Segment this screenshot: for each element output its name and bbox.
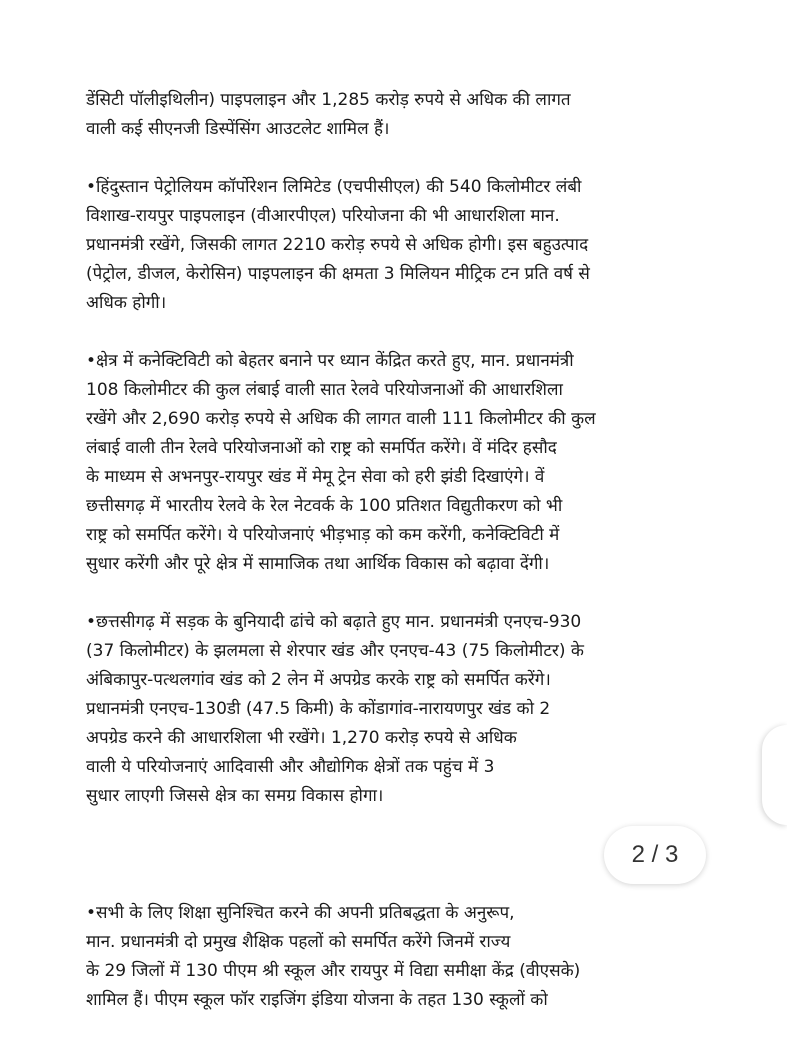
text-line: •छत्तसीगढ़ में सड़क के बुनियादी ढांचे को बढ़ाते हुए मान. प्रधानमंत्री एनएच-930 bbox=[86, 612, 582, 632]
text-line: •सभी के लिए शिक्षा सुनिश्चित करने की अपनी प्रतिबद्धता के अनुरूप, bbox=[86, 903, 515, 923]
text-line: प्रधानमंत्री एनएच-130डी (47.5 किमी) के कोंडागांव-नारायणपुर खंड को 2 bbox=[86, 699, 551, 719]
text-line: के माध्यम से अभनपुर-रायपुर खंड में मेमू ट्रेन सेवा को हरी झंडी दिखाएंगे। वें bbox=[86, 467, 545, 487]
paragraph bbox=[86, 899, 706, 1015]
page-indicator bbox=[604, 826, 706, 884]
text-line: (37 किलोमीटर) के झलमला से शेरपार खंड और एनएच-43 (75 किलोमीटर) के bbox=[86, 641, 584, 661]
text-line: •हिंदुस्तान पेट्रोलियम कॉर्पोरेशन लिमिटेड (एचपीसीएल) की 540 किलोमीटर लंबी bbox=[86, 177, 582, 197]
paragraph bbox=[86, 86, 706, 144]
text-line: छत्तीसगढ़ में भारतीय रेलवे के रेल नेटवर्क के 100 प्रतिशत विद्युतीकरण को भी bbox=[86, 496, 563, 516]
paragraph bbox=[86, 347, 706, 579]
text-line: डेंसिटी पॉलीइथिलीन) पाइपलाइन और 1,285 करोड़ रुपये से अधिक की लागत bbox=[86, 90, 571, 110]
text-line: वाली कई सीएनजी डिस्पेंसिंग आउटलेट शामिल हैं। bbox=[86, 119, 390, 139]
text-line: अधिक होगी। bbox=[86, 293, 167, 313]
text-line: •क्षेत्र में कनेक्टिविटी को बेहतर बनाने पर ध्यान केंद्रित करते हुए, मान. प्रधानमंत्री bbox=[86, 351, 574, 371]
text-line: (पेट्रोल, डीजल, केरोसिन) पाइपलाइन की क्षमता 3 मिलियन मीट्रिक टन प्रति वर्ष से bbox=[86, 264, 590, 284]
text-line: प्रधानमंत्री रखेंगे, जिसकी लागत 2210 करोड़ रुपये से अधिक होगी। इस बहुउत्पाद bbox=[86, 235, 589, 255]
text-line: सुधार लाएगी जिससे क्षेत्र का समग्र विकास होगा। bbox=[86, 786, 384, 806]
text-line: राष्ट्र को समर्पित करेंगे। ये परियोजनाएं भीड़भाड़ को कम करेंगी, कनेक्टिविटी में bbox=[86, 525, 560, 545]
text-line: अपग्रेड करने की आधारशिला भी रखेंगे। 1,270 करोड़ रुपये से अधिक bbox=[86, 728, 517, 748]
text-line: विशाख-रायपुर पाइपलाइन (वीआरपीएल) परियोजना की भी आधारशिला मान. bbox=[86, 206, 560, 226]
text-line: वाली ये परियोजनाएं आदिवासी और औद्योगिक क्षेत्रों तक पहुंच में 3 bbox=[86, 757, 495, 777]
text-line: रखेंगे और 2,690 करोड़ रुपये से अधिक की लागत वाली 111 किलोमीटर की कुल bbox=[86, 409, 596, 429]
text-line: लंबाई वाली तीन रेलवे परियोजनाओं को राष्ट्र को समर्पित करेंगे। वें मंदिर हसौद bbox=[86, 438, 557, 458]
floating-action-button[interactable] bbox=[762, 725, 787, 825]
text-line: सुधार करेंगी और पूरे क्षेत्र में सामाजिक तथा आर्थिक विकास को बढ़ावा देंगी। bbox=[86, 554, 550, 574]
page-indicator-text: 2 / 3 bbox=[631, 841, 679, 868]
text-line: 108 किलोमीटर की कुल लंबाई वाली सात रेलवे परियोजनाओं की आधारशिला bbox=[86, 380, 563, 400]
paragraph bbox=[86, 173, 706, 318]
text-line: अंबिकापुर-पत्थलगांव खंड को 2 लेन में अपग्रेड करके राष्ट्र को समर्पित करेंगे। bbox=[86, 670, 551, 690]
text-line: मान. प्रधानमंत्री दो प्रमुख शैक्षिक पहलों को समर्पित करेंगे जिनमें राज्य bbox=[86, 932, 511, 952]
document-page bbox=[86, 0, 706, 1064]
paragraph bbox=[86, 608, 706, 811]
text-line: के 29 जिलों में 130 पीएम श्री स्कूल और रायपुर में विद्या समीक्षा केंद्र (वीएसके) bbox=[86, 961, 581, 981]
page-indicator-row bbox=[86, 826, 706, 884]
text-line: शामिल हैं। पीएम स्कूल फॉर राइजिंग इंडिया योजना के तहत 130 स्कूलों को bbox=[86, 990, 548, 1010]
